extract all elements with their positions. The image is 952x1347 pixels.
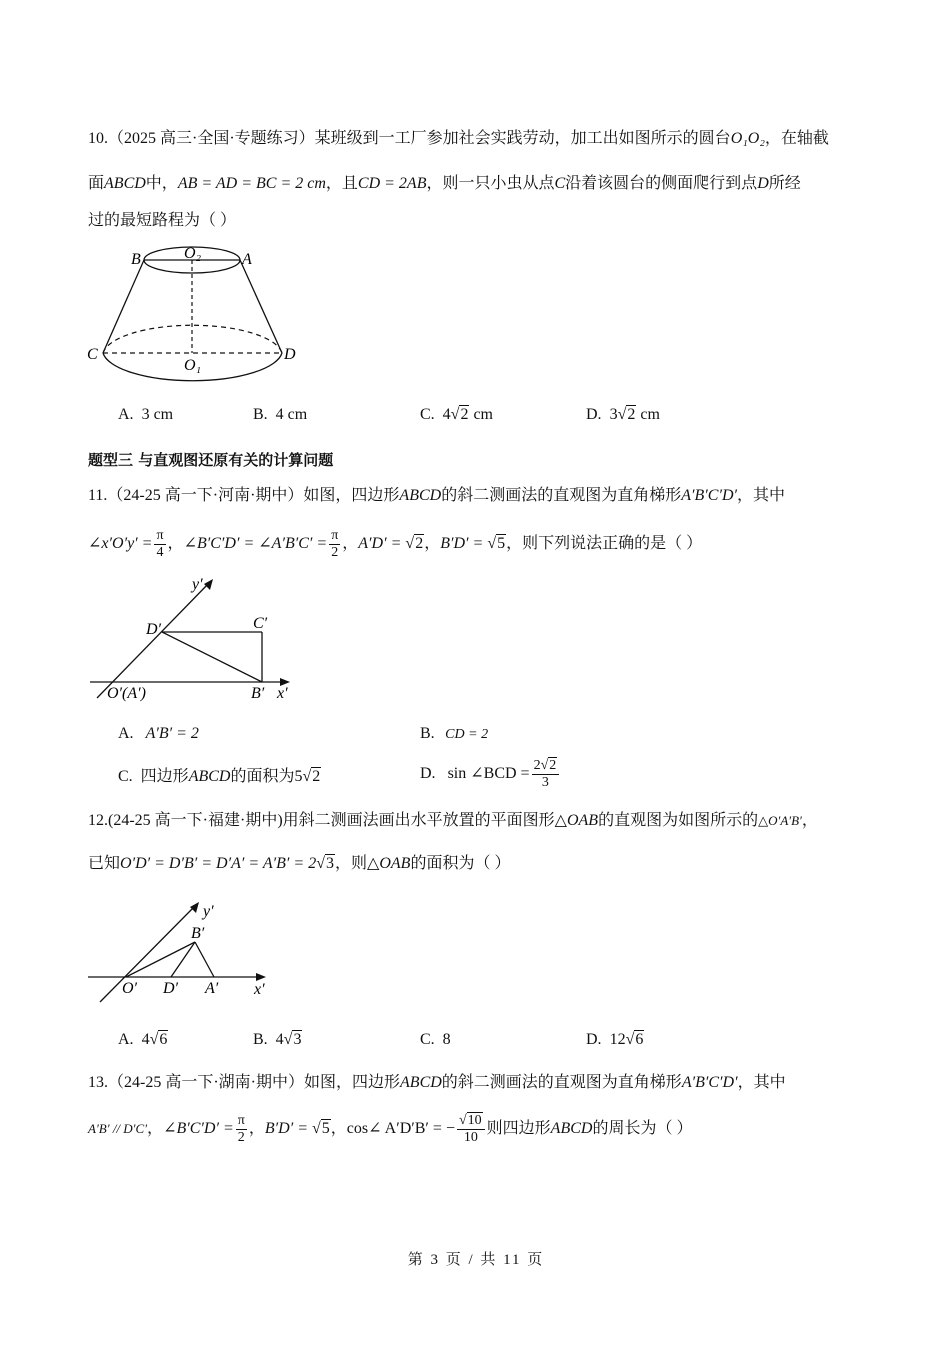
q12-line2: 已知O′D′ = D′B′ = D′A′ = A′B′ = 2√3，则△OAB的面积为（ ） bbox=[88, 855, 511, 872]
svg-text:D′: D′ bbox=[163, 980, 179, 997]
svg-text:y′: y′ bbox=[192, 576, 203, 593]
q10-text: 沿着该圆台的侧面爬行到点 bbox=[565, 175, 758, 192]
q10-math: D bbox=[757, 175, 769, 192]
q10-text: 所经 bbox=[768, 175, 801, 192]
q10-line3: 过的最短路程为（ ） bbox=[88, 212, 237, 229]
q12-line1: 12.(24-25 高一下·福建·期中)用斜二测画法画出水平放置的平面图形△OAB的直观图为如图所示的△O′A′B′， bbox=[88, 812, 818, 829]
label-O2: O₂ bbox=[184, 245, 202, 262]
q10-option-b[interactable]: B. 4 cm bbox=[253, 406, 308, 423]
svg-text:x′: x′ bbox=[277, 685, 288, 702]
label-C: C bbox=[87, 346, 98, 363]
q10-math: ABCD bbox=[104, 175, 146, 192]
svg-text:C′: C′ bbox=[253, 615, 268, 632]
q12-triangle-figure bbox=[80, 890, 280, 1010]
q11-line1: 11.（24-25 高一下·河南·期中）如图，四边形ABCD的斜二测画法的直观图为直角梯形A′B′C′D′，其中 bbox=[88, 487, 786, 504]
q11-option-c[interactable]: C. 四边形ABCD的面积为5√2 bbox=[118, 768, 321, 785]
q10-text: 某班级到一工厂参加社会实践劳动，加工出如图所示的圆台 bbox=[314, 130, 731, 147]
svg-text:x′: x′ bbox=[254, 981, 265, 998]
svg-text:y′: y′ bbox=[203, 903, 214, 920]
q10-math: AB = AD = BC = 2 cm bbox=[177, 175, 326, 192]
page-footer: 第 3 页 / 共 11 页 bbox=[407, 1252, 545, 1268]
q10-math: CD = 2AB bbox=[357, 175, 427, 192]
label-O1: O₁ bbox=[184, 357, 202, 374]
svg-text:B′: B′ bbox=[251, 685, 265, 702]
q10-text: ，且 bbox=[325, 175, 358, 192]
q12-option-b[interactable]: B. 4√3 bbox=[253, 1031, 302, 1048]
q10-text: 中， bbox=[145, 175, 178, 192]
q10-line2 bbox=[88, 173, 801, 195]
label-D: D bbox=[284, 346, 296, 363]
q11-line2: ∠x′O′y′ = $\frac{\pi}{4}$ ，∠B′C′D′ = ∠A′B′C′ = $\frac{\pi}{2}$ ，A′D′ = √2，B′D′ = √5，则下列说法正确的是（ ） bbox=[88, 528, 703, 560]
q11-option-b[interactable]: B. CD = 2 bbox=[420, 725, 489, 742]
q10-number: 10. bbox=[88, 130, 108, 147]
q10-text: 面 bbox=[88, 175, 105, 192]
q10-option-c[interactable]: C. 4√2 cm bbox=[420, 406, 493, 423]
q12-option-a[interactable]: A. 4√6 bbox=[118, 1031, 168, 1048]
q10-text: ，则一只小虫从点 bbox=[426, 175, 555, 192]
q11-option-d[interactable]: D. sin ∠BCD = $\frac{2√2}{3}$ bbox=[420, 758, 561, 791]
q10-line1 bbox=[88, 128, 829, 150]
svg-text:O′(A′): O′(A′) bbox=[107, 685, 146, 702]
q10-math: C bbox=[554, 175, 566, 192]
label-B: B bbox=[131, 251, 141, 268]
q13-line2: A′B′ // D′C′，∠B′C′D′ = $\frac{\pi}{2}$ ，B′D′ = √5，cos∠ A′D′B′ = − $\frac{√10}{10}$ 则四边形ABCD的周长为（ ） bbox=[88, 1113, 693, 1145]
svg-text:O′: O′ bbox=[122, 980, 138, 997]
svg-text:B′: B′ bbox=[191, 925, 205, 942]
q10-math: O₁O₂ bbox=[730, 130, 765, 147]
section-title: 题型三 与直观图还原有关的计算问题 bbox=[88, 451, 334, 469]
svg-text:A′: A′ bbox=[205, 980, 219, 997]
q12-option-c[interactable]: C. 8 bbox=[420, 1031, 451, 1048]
svg-text:D′: D′ bbox=[146, 621, 162, 638]
q11-trapezoid-figure bbox=[80, 570, 310, 710]
label-A: A bbox=[242, 251, 252, 268]
q11-option-a[interactable]: A. A′B′ = 2 bbox=[118, 725, 199, 742]
q12-option-d[interactable]: D. 12√6 bbox=[586, 1031, 644, 1048]
q13-line1: 13.（24-25 高一下·湖南·期中）如图，四边形ABCD的斜二测画法的直观图为直角梯形A′B′C′D′，其中 bbox=[88, 1074, 786, 1091]
q10-option-a[interactable]: A. 3 cm bbox=[118, 406, 174, 423]
q10-option-d[interactable]: D. 3√2 cm bbox=[586, 406, 660, 423]
q10-text: ，在轴截 bbox=[764, 130, 829, 147]
q10-frustum-figure bbox=[80, 240, 340, 390]
q10-source: （2025 高三·全国·专题练习） bbox=[108, 130, 315, 147]
